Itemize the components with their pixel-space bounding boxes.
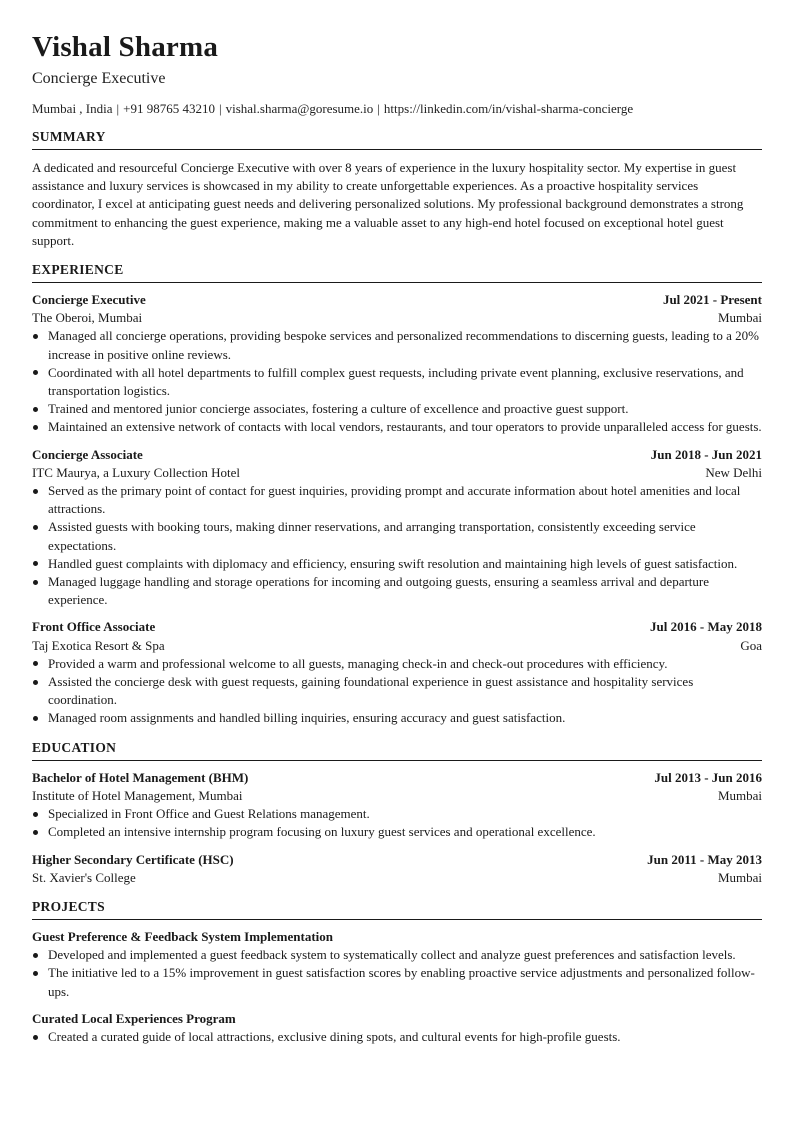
bullet-item <box>32 655 762 673</box>
bullet-dot-icon <box>33 561 38 566</box>
degree-name: Higher Secondary Certificate (HSC) <box>32 851 234 867</box>
section-heading: SUMMARY <box>32 128 762 150</box>
bullet-text: Managed luggage handling and storage operations for incoming and outgoing guests, ensuring a seamless arrival and departure experience. <box>48 574 710 608</box>
job-location: Goa <box>740 637 762 653</box>
contact-separator: | <box>377 101 380 116</box>
bullet-text: Specialized in Front Office and Guest Relations management. <box>48 806 370 822</box>
education-dates: Jun 2011 - May 2013 <box>647 851 762 867</box>
projects-section <box>32 898 762 1046</box>
job-dates: Jul 2021 - Present <box>662 292 762 308</box>
bullet-item <box>32 518 762 554</box>
entry-row <box>32 464 762 482</box>
project-entry <box>32 928 762 1001</box>
experience-entry <box>32 618 762 727</box>
education-dates: Jul 2013 - Jun 2016 <box>654 769 762 785</box>
bullet-item <box>32 400 762 418</box>
entry-row <box>32 851 762 869</box>
contact-separator: | <box>218 101 222 116</box>
bullet-list <box>32 946 762 1001</box>
section-heading: PROJECTS <box>32 898 762 920</box>
job-dates: Jun 2018 - Jun 2021 <box>650 446 762 462</box>
bullet-dot-icon <box>33 1035 38 1040</box>
contact-email[interactable]: vishal.sharma@goresume.io <box>225 101 374 116</box>
bullet-item <box>32 327 762 363</box>
experience-entry <box>32 446 762 610</box>
entry-row <box>32 446 762 464</box>
bullet-dot-icon <box>33 489 38 494</box>
bullet-dot-icon <box>33 971 38 976</box>
job-dates: Jul 2016 - May 2018 <box>650 619 762 635</box>
bullet-text: Served as the primary point of contact for guest inquiries, providing prompt and accurate information about hotel amenities and local attractions. <box>48 483 741 517</box>
contact-phone[interactable]: +91 98765 43210 <box>123 101 215 116</box>
institution-name: Institute of Hotel Management, Mumbai <box>32 787 243 803</box>
bullet-dot-icon <box>33 680 38 685</box>
bullet-item <box>32 805 762 823</box>
institution-name: St. Xavier's College <box>32 869 136 885</box>
section-heading: EXPERIENCE <box>32 261 762 283</box>
bullet-dot-icon <box>33 525 38 530</box>
job-location: Mumbai <box>717 310 762 326</box>
experience-list <box>32 291 762 728</box>
education-list <box>32 769 762 887</box>
bullet-text: Managed all concierge operations, providing bespoke services and personalized recommendations to discerning guests, leading to a 20% increase in positive online reviews. <box>48 328 759 362</box>
bullet-dot-icon <box>33 370 38 375</box>
project-entry <box>32 1010 762 1046</box>
entry-row <box>32 637 762 655</box>
summary-text: A dedicated and resourceful Concierge Executive with over 8 years of experience in the luxury hospitality sector. My expertise in guest assistance and luxury services is showcased in my ability to create unforgettable experiences. As a proactive hospitality services coordinator, I excel at anticipating guest needs and delivering personalized solutions. My professional background demonstrates a strong commitment to enhancing the guest experience, making me a valuable asset to any high-end hotel focused on exceptional hotel guest support. <box>32 160 744 248</box>
bullet-item <box>32 482 762 518</box>
bullet-item <box>32 418 762 436</box>
bullet-text: Created a curated guide of local attractions, exclusive dining spots, and cultural events for high-profile guests. <box>48 1028 621 1044</box>
contact-separator: | <box>116 101 120 116</box>
job-role: Concierge Executive <box>32 292 146 308</box>
bullet-item <box>32 946 762 964</box>
bullet-dot-icon <box>33 953 38 958</box>
bullet-text: Assisted the concierge desk with guest requests, gaining foundational experience in guest assistance and hospitality services coordination. <box>48 674 694 708</box>
bullet-list <box>32 482 762 609</box>
bullet-text: The initiative led to a 15% improvement in guest satisfaction scores by enabling proactive service adjustments and personalized follow-ups. <box>48 965 755 999</box>
bullet-list <box>32 1028 762 1046</box>
bullet-text: Coordinated with all hotel departments to fulfill complex guest requests, including private event planning, exclusive reservations, and transportation logistics. <box>48 364 744 399</box>
bullet-text: Completed an intensive internship program focusing on luxury guest services and operational excellence. <box>48 824 596 840</box>
bullet-dot-icon <box>33 716 38 721</box>
bullet-item <box>32 673 762 709</box>
job-location: New Delhi <box>705 464 762 480</box>
contact-line <box>32 100 762 117</box>
bullet-dot-icon <box>33 407 38 412</box>
job-organization: The Oberoi, Mumbai <box>32 310 143 326</box>
entry-row <box>32 291 762 309</box>
entry-row <box>32 928 762 946</box>
contact-linkedin-link[interactable]: https://linkedin.com/in/vishal-sharma-concierge <box>383 101 634 116</box>
education-section <box>32 739 762 887</box>
entry-row <box>32 618 762 636</box>
entry-row <box>32 1010 762 1028</box>
entry-row <box>32 787 762 805</box>
bullet-text: Developed and implemented a guest feedback system to systematically collect and analyze guest preferences and satisfaction levels. <box>48 947 736 963</box>
bullet-item <box>32 555 762 573</box>
section-heading: EDUCATION <box>32 739 762 761</box>
bullet-text: Managed room assignments and handled billing inquiries, ensuring accuracy and guest satisfaction. <box>48 710 566 726</box>
degree-name: Bachelor of Hotel Management (BHM) <box>32 769 249 785</box>
bullet-dot-icon <box>33 661 38 666</box>
experience-entry <box>32 291 762 437</box>
project-title: Curated Local Experiences Program <box>32 1010 236 1026</box>
bullet-text: Trained and mentored junior concierge associates, fostering a culture of excellence and proactive guest support. <box>48 401 629 417</box>
bullet-list <box>32 655 762 728</box>
bullet-item <box>32 964 762 1000</box>
projects-list <box>32 928 762 1046</box>
bullet-dot-icon <box>33 812 38 817</box>
job-organization: Taj Exotica Resort & Spa <box>32 637 165 653</box>
bullet-text: Maintained an extensive network of contacts with local vendors, restaurants, and tour operators to provide unparalleled access for guests. <box>48 419 762 435</box>
bullet-text: Handled guest complaints with diplomacy and efficiency, ensuring swift resolution and maintaining high levels of guest satisfaction. <box>48 555 738 571</box>
bullet-item <box>32 709 762 727</box>
bullet-text: Assisted guests with booking tours, making dinner reservations, and arranging transportation, consistently exceeding service expectations. <box>48 519 696 553</box>
bullet-item <box>32 823 762 841</box>
candidate-title: Concierge Executive <box>32 70 166 87</box>
entry-row <box>32 869 762 887</box>
bullet-item <box>32 1028 762 1046</box>
bullet-dot-icon <box>33 334 38 339</box>
bullet-dot-icon <box>33 425 38 430</box>
project-title: Guest Preference & Feedback System Implementation <box>32 928 333 944</box>
candidate-name: Vishal Sharma <box>32 31 219 63</box>
entry-row <box>32 309 762 327</box>
contact-location: Mumbai , India <box>32 101 113 116</box>
job-role: Concierge Associate <box>32 446 143 462</box>
resume-page <box>32 30 762 1046</box>
summary-section <box>32 128 762 250</box>
education-location: Mumbai <box>717 869 762 885</box>
experience-section <box>32 261 762 728</box>
bullet-dot-icon <box>33 830 38 835</box>
bullet-dot-icon <box>33 580 38 585</box>
bullet-item <box>32 364 762 400</box>
bullet-list <box>32 327 762 436</box>
job-organization: ITC Maurya, a Luxury Collection Hotel <box>32 464 240 480</box>
entry-row <box>32 769 762 787</box>
education-entry <box>32 851 762 887</box>
bullet-text: Provided a warm and professional welcome to all guests, managing check-in and check-out procedures with efficiency. <box>48 655 668 671</box>
education-location: Mumbai <box>717 787 762 803</box>
education-entry <box>32 769 762 842</box>
job-role: Front Office Associate <box>32 619 156 635</box>
bullet-list <box>32 805 762 841</box>
bullet-item <box>32 573 762 609</box>
